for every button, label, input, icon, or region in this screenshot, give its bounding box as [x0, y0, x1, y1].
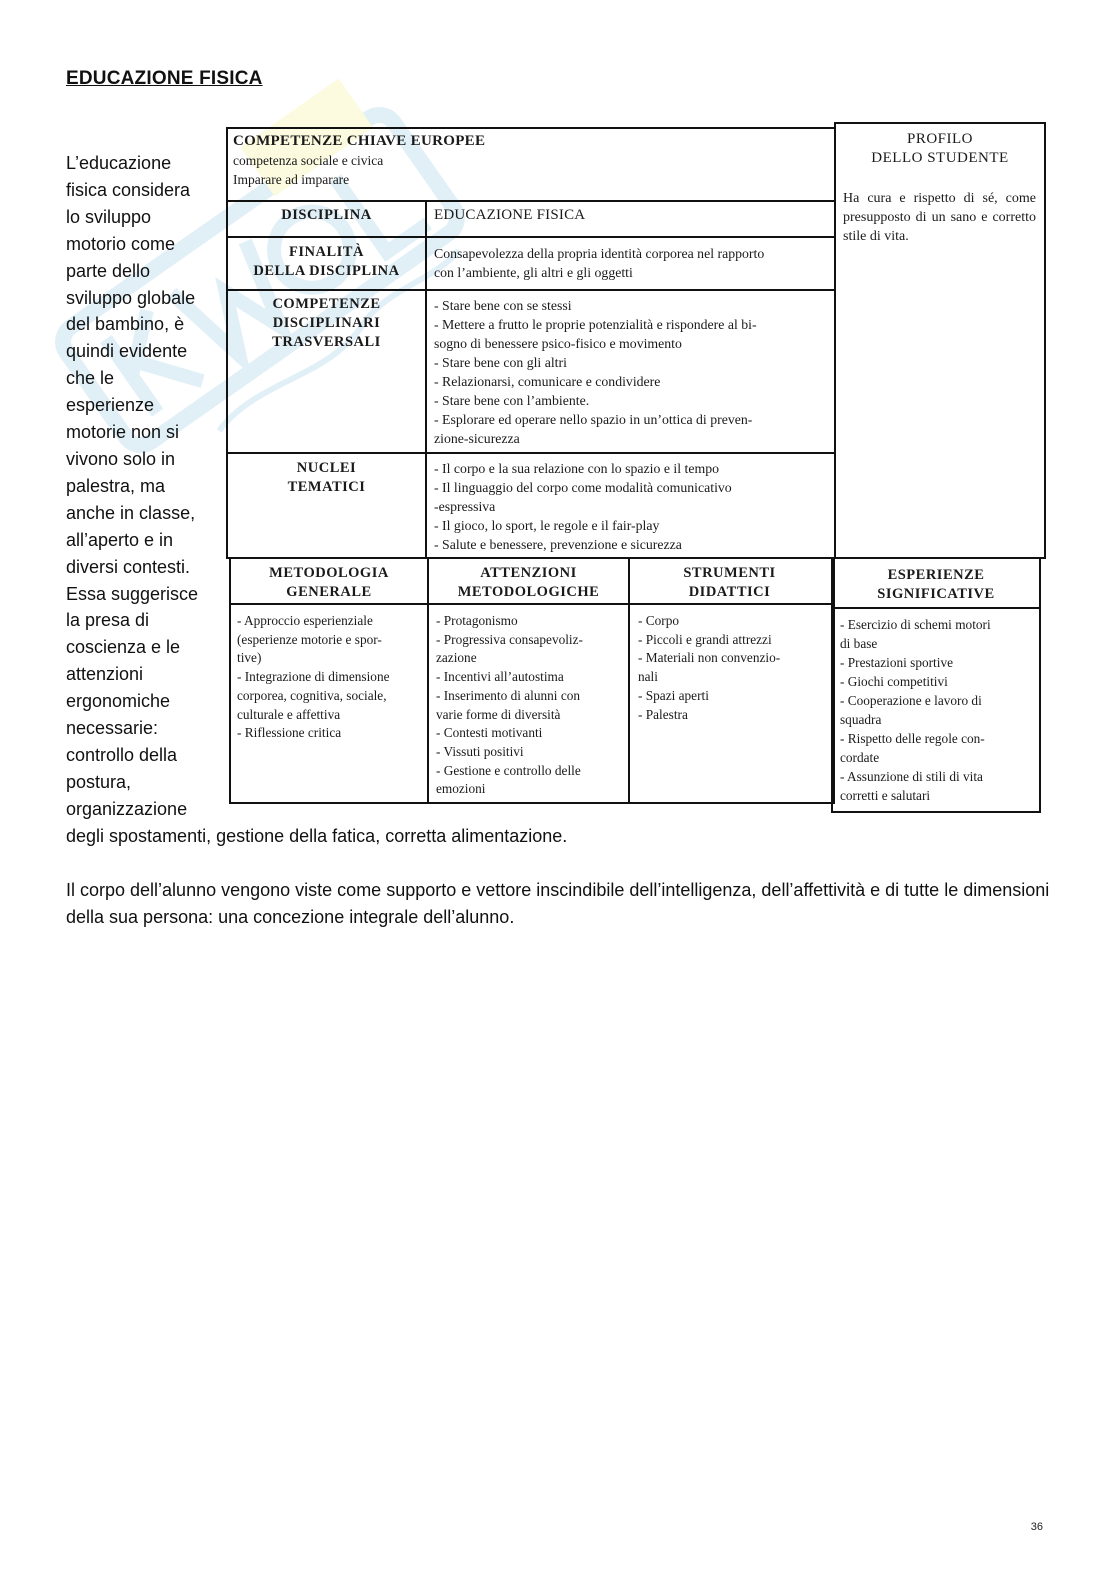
aims-line: con l’ambiente, gli altri e gli oggetti — [434, 265, 633, 280]
list-item: (esperienze motorie e spor- — [237, 631, 382, 647]
list-item: - Vissuti positivi — [436, 743, 524, 759]
aims-label — [228, 243, 425, 281]
list-item: - Protagonismo — [436, 613, 518, 628]
profile-text: Ha cura e rispetto di sé, come presupposto di un sano e corretto stile di vita. — [843, 191, 1036, 244]
list-item: - Prestazioni sportive — [840, 655, 953, 670]
list-item: tive) — [237, 650, 262, 666]
side-line: sviluppo globale — [66, 287, 196, 308]
experiences-heading — [833, 566, 1039, 604]
side-paragraph — [66, 150, 214, 823]
key-competences-cell — [233, 132, 823, 189]
methodological-attention-heading — [429, 564, 628, 602]
row-divider — [226, 452, 834, 454]
list-item: corporea, cognitiva, sociale, — [237, 687, 387, 703]
discipline-value: EDUCAZIONE FISICA — [434, 207, 586, 223]
list-item: zione-sicurezza — [434, 431, 520, 446]
methodological-attention-heading-line: ATTENZIONI — [480, 565, 577, 581]
disciplinary-competences-list — [434, 296, 829, 448]
list-item: - Il linguaggio del corpo come modalità comunicativo — [434, 480, 732, 495]
list-item: - Gestione e controllo delle — [436, 762, 581, 778]
side-line: palestra, ma — [66, 475, 166, 496]
themes-label-line: NUCLEI — [296, 460, 357, 476]
methodological-attention-list — [436, 612, 626, 799]
aims-text — [434, 244, 829, 282]
side-line: parte dello — [66, 260, 151, 281]
list-item: - Salute e benessere, prevenzione e sicurezza — [434, 537, 682, 552]
profile-heading-line: PROFILO — [906, 131, 973, 147]
page-number: 36 — [1030, 1521, 1043, 1533]
list-item: emozioni — [436, 781, 486, 797]
profile-heading — [836, 130, 1044, 168]
row-divider — [226, 289, 834, 291]
list-item: - Contesti motivanti — [436, 725, 543, 741]
experiences-heading-line: ESPERIENZE — [887, 567, 985, 583]
side-line: Essa suggerisce — [66, 583, 199, 604]
discipline-label: DISCIPLINA — [281, 207, 372, 223]
list-item: corretti e salutari — [840, 788, 931, 803]
list-item: culturale e affettiva — [237, 706, 341, 722]
side-line: vivono solo in — [66, 448, 176, 469]
profile-heading-line: DELLO STUDENTE — [871, 150, 1009, 166]
side-line: fisica considera — [66, 179, 191, 200]
column-divider — [425, 200, 427, 557]
list-item: - Il corpo e la sua relazione con lo spazio e il tempo — [434, 461, 720, 476]
aims-label-line: DELLA DISCIPLINA — [253, 263, 400, 279]
teaching-tools-list — [638, 612, 826, 724]
side-line: controllo della — [66, 744, 178, 765]
list-item: - Progressiva consapevoliz- — [436, 631, 583, 647]
key-competence-item: Imparare ad imparare — [233, 172, 350, 187]
key-competence-item: competenza sociale e civica — [233, 153, 384, 168]
list-item: - Esercizio di schemi motori — [840, 617, 991, 632]
list-item: - Mettere a frutto le proprie potenzialità e rispondere al bi- — [434, 317, 757, 332]
body-paragraph: Il corpo dell’alunno vengono viste come supporto e vettore inscindibile dell’intelligenza, dell’affettività e di tutte le dimensioni della sua persona: una concezione integrale dell’alunno. — [66, 880, 1050, 927]
side-line: esperienze — [66, 395, 155, 416]
row-divider — [226, 236, 834, 238]
list-item: - Esplorare ed operare nello spazio in un’ottica di preven- — [434, 412, 753, 427]
side-line: all’aperto e in — [66, 529, 174, 550]
side-line: del bambino, è — [66, 314, 185, 335]
side-line: L’educazione — [66, 153, 172, 173]
experiences-list — [840, 615, 1036, 805]
side-line: postura, — [66, 771, 132, 792]
list-item: - Assunzione di stili di vita — [840, 769, 983, 784]
list-item: sogno di benessere psico-fisico e movimento — [434, 336, 682, 351]
list-item: - Riflessione critica — [237, 725, 342, 741]
list-item: -espressiva — [434, 499, 496, 514]
themes-label — [228, 459, 425, 497]
list-item: - Giochi competitivi — [840, 674, 948, 689]
aims-line: Consapevolezza della propria identità corporea nel rapporto — [434, 246, 765, 261]
side-line: motorio come — [66, 233, 176, 254]
list-item: - Materiali non convenzio- — [638, 650, 781, 666]
side-paragraph-continuation: degli spostamenti, gestione della fatica, corretta alimentazione. — [66, 826, 568, 846]
side-line: attenzioni — [66, 664, 144, 685]
list-item: - Corpo — [638, 613, 679, 628]
side-line: organizzazione — [66, 798, 188, 819]
list-item: - Incentivi all’autostima — [436, 669, 564, 685]
methodology-heading-line: METODOLOGIA — [269, 565, 389, 581]
list-item: varie forme di diversità — [436, 706, 561, 722]
list-item: - Stare bene con se stessi — [434, 298, 572, 313]
side-line: coscienza e le — [66, 637, 181, 658]
side-line: ergonomiche — [66, 691, 171, 712]
list-item: di base — [840, 636, 878, 651]
teaching-tools-heading-line: DIDATTICI — [688, 584, 771, 600]
methodology-heading-line: GENERALE — [286, 584, 372, 600]
themes-list — [434, 459, 829, 554]
key-competences-heading: COMPETENZE CHIAVE EUROPEE — [233, 133, 486, 149]
side-line: lo sviluppo — [66, 206, 152, 227]
disciplinary-competences-label — [228, 295, 425, 352]
list-item: nali — [638, 669, 658, 685]
list-item: zazione — [436, 650, 477, 666]
teaching-tools-heading-line: STRUMENTI — [683, 565, 776, 581]
methodology-heading — [231, 564, 427, 602]
side-line: anche in classe, — [66, 502, 196, 523]
side-line: la presa di — [66, 610, 150, 631]
methodological-attention-heading-line: METODOLOGICHE — [457, 584, 600, 600]
list-item: cordate — [840, 750, 880, 765]
side-line: diversi contesti. — [66, 556, 191, 577]
side-line: motorie non si — [66, 422, 180, 443]
methodology-list — [237, 612, 423, 743]
disciplinary-competences-label-line: COMPETENZE — [272, 296, 381, 312]
side-line: necessarie: — [66, 718, 159, 739]
list-item: - Stare bene con l’ambiente. — [434, 393, 590, 408]
list-item: - Il gioco, lo sport, le regole e il fair-play — [434, 518, 660, 533]
profile-block — [834, 122, 1046, 559]
list-item: - Spazi aperti — [638, 687, 709, 703]
list-item: - Relazionarsi, comunicare e condividere — [434, 374, 661, 389]
list-item: - Integrazione di dimensione — [237, 669, 390, 685]
list-item: - Approccio esperienziale — [237, 613, 373, 628]
list-item: - Inserimento di alunni con — [436, 687, 581, 703]
page-title: EDUCAZIONE FISICA — [66, 68, 263, 89]
disciplinary-competences-label-line: TRASVERSALI — [272, 334, 381, 350]
disciplinary-competences-label-line: DISCIPLINARI — [272, 315, 381, 331]
experiences-heading-line: SIGNIFICATIVE — [877, 586, 995, 602]
list-item: - Stare bene con gli altri — [434, 355, 567, 370]
list-item: - Piccoli e grandi attrezzi — [638, 631, 772, 647]
list-item: - Cooperazione e lavoro di — [840, 693, 982, 708]
side-line: che le — [66, 368, 115, 389]
teaching-tools-heading — [630, 564, 829, 602]
themes-label-line: TEMATICI — [287, 479, 366, 495]
aims-label-line: FINALITÀ — [289, 244, 364, 260]
list-item: - Palestra — [638, 706, 688, 722]
side-line: quindi evidente — [66, 341, 188, 362]
list-item: squadra — [840, 712, 882, 727]
row-divider — [226, 200, 834, 202]
list-item: - Rispetto delle regole con- — [840, 731, 985, 746]
